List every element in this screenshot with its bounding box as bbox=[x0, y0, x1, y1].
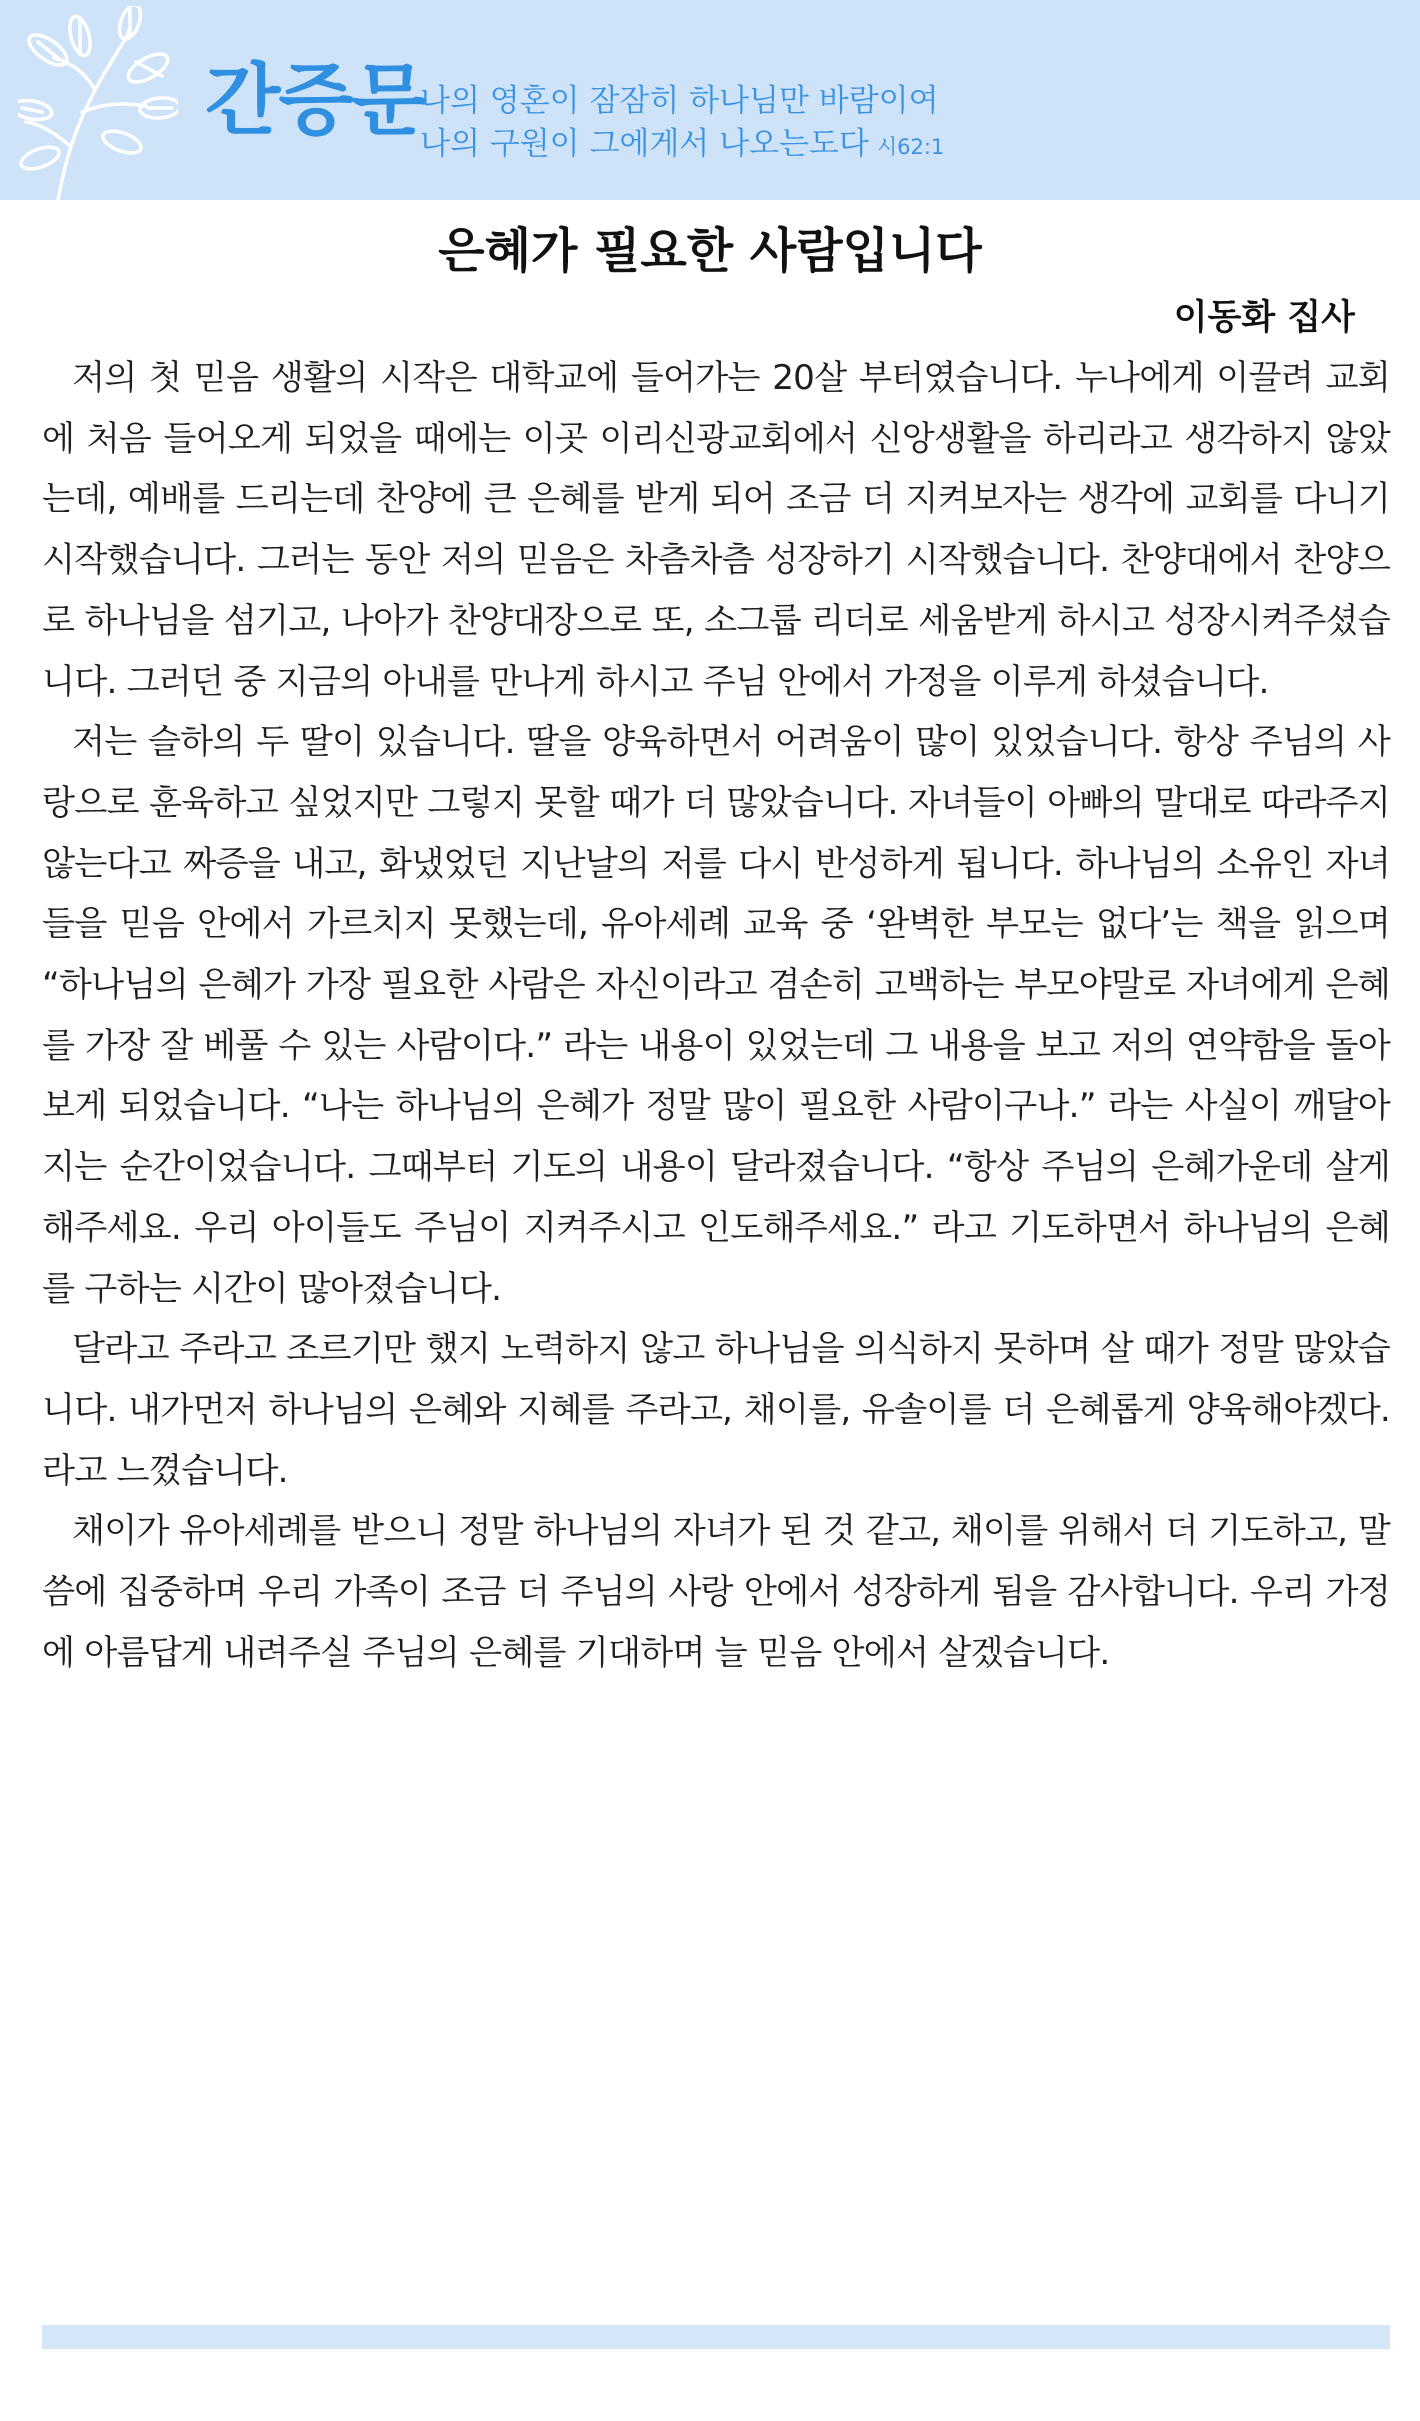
verse-line-2 bbox=[420, 123, 944, 169]
leaf-branch-icon bbox=[18, 6, 178, 200]
verse-line-1: 나의 영혼이 잠잠히 하나님만 바람이여 bbox=[420, 83, 939, 119]
paragraph-3: 달라고 주라고 조르기만 했지 노력하지 않고 하나님을 의식하지 못하며 살 때가 정말 많았습니다. 내가먼저 하나님의 은혜와 지혜를 주라고, 채이를, 유솔이를 더 은혜롭게 양육해야겠다. 라고 느꼈습니다. bbox=[42, 1329, 1390, 1491]
paragraph-1: 저의 첫 믿음 생활의 시작은 대학교에 들어가는 20살 부터였습니다. 누나에게 이끌려 교회에 처음 들어오게 되었을 때에는 이곳 이리신광교회에서 신앙생활을 하리라고 생각하지 않았는데, 예배를 드리는데 찬양에 큰 은혜를 받게 되어 조금 더 지켜보자는 생각에 교회를 다니기 시작했습니다. 그러는 동안 저의 믿음은 차츰차츰 성장하기 시작했습니다. 찬양대에서 찬양으로 하나님을 섬기고, 나아가 찬양대장으로 또, 소그룹 리더로 세움받게 하시고 성장시켜주셨습니다. 그러던 중 지금의 아내를 만나게 하시고 주님 안에서 가정을 이루게 하셨습니다. bbox=[42, 358, 1390, 702]
verse-line-2-text: 나의 구원이 그에게서 나오는도다 bbox=[420, 126, 869, 162]
article-author: 이동화 집사 bbox=[1173, 298, 1355, 338]
article-body bbox=[42, 348, 1390, 1683]
paragraph-4: 채이가 유아세례를 받으니 정말 하나님의 자녀가 된 것 같고, 채이를 위해서 더 기도하고, 말씀에 집중하며 우리 가족이 조금 더 주님의 사랑 안에서 성장하게 됨을 감사합니다. 우리 가정에 아름답게 내려주실 주님의 은혜를 기대하며 늘 믿음 안에서 살겠습니다. bbox=[42, 1511, 1390, 1673]
verse-reference: 시62:1 bbox=[876, 135, 945, 159]
paragraph-2: 저는 슬하의 두 딸이 있습니다. 딸을 양육하면서 어려움이 많이 있었습니다. 항상 주님의 사랑으로 훈육하고 싶었지만 그렇지 못할 때가 더 많았습니다. 자녀들이 아빠의 말대로 따라주지 않는다고 짜증을 내고, 화냈었던 지난날의 저를 다시 반성하게 됩니다. 하나님의 소유인 자녀들을 믿음 안에서 가르치지 못했는데, 유아세례 교육 중 ‘완벽한 부모는 없다’는 책을 읽으며 “하나님의 은혜가 가장 필요한 사람은 자신이라고 겸손히 고백하는 부모야말로 자녀에게 은혜를 가장 잘 베풀 수 있는 사람이다.” 라는 내용이 있었는데 그 내용을 보고 저의 연약함을 돌아보게 되었습니다. “나는 하나님의 은혜가 정말 많이 필요한 사람이구나.” 라는 사실이 깨달아지는 순간이었습니다. 그때부터 기도의 내용이 달라졌습니다. “항상 주님의 은혜가운데 살게 해주세요. 우리 아이들도 주님이 지켜주시고 인도해주세요.” 라고 기도하면서 하나님의 은혜를 구하는 시간이 많아졌습니다. bbox=[42, 722, 1390, 1309]
header-title: 간증문 bbox=[205, 56, 426, 146]
article-title: 은혜가 필요한 사람입니다 bbox=[438, 223, 982, 279]
header-band bbox=[0, 0, 1420, 200]
scripture-verse bbox=[420, 80, 944, 169]
footer-bar bbox=[42, 2325, 1390, 2349]
